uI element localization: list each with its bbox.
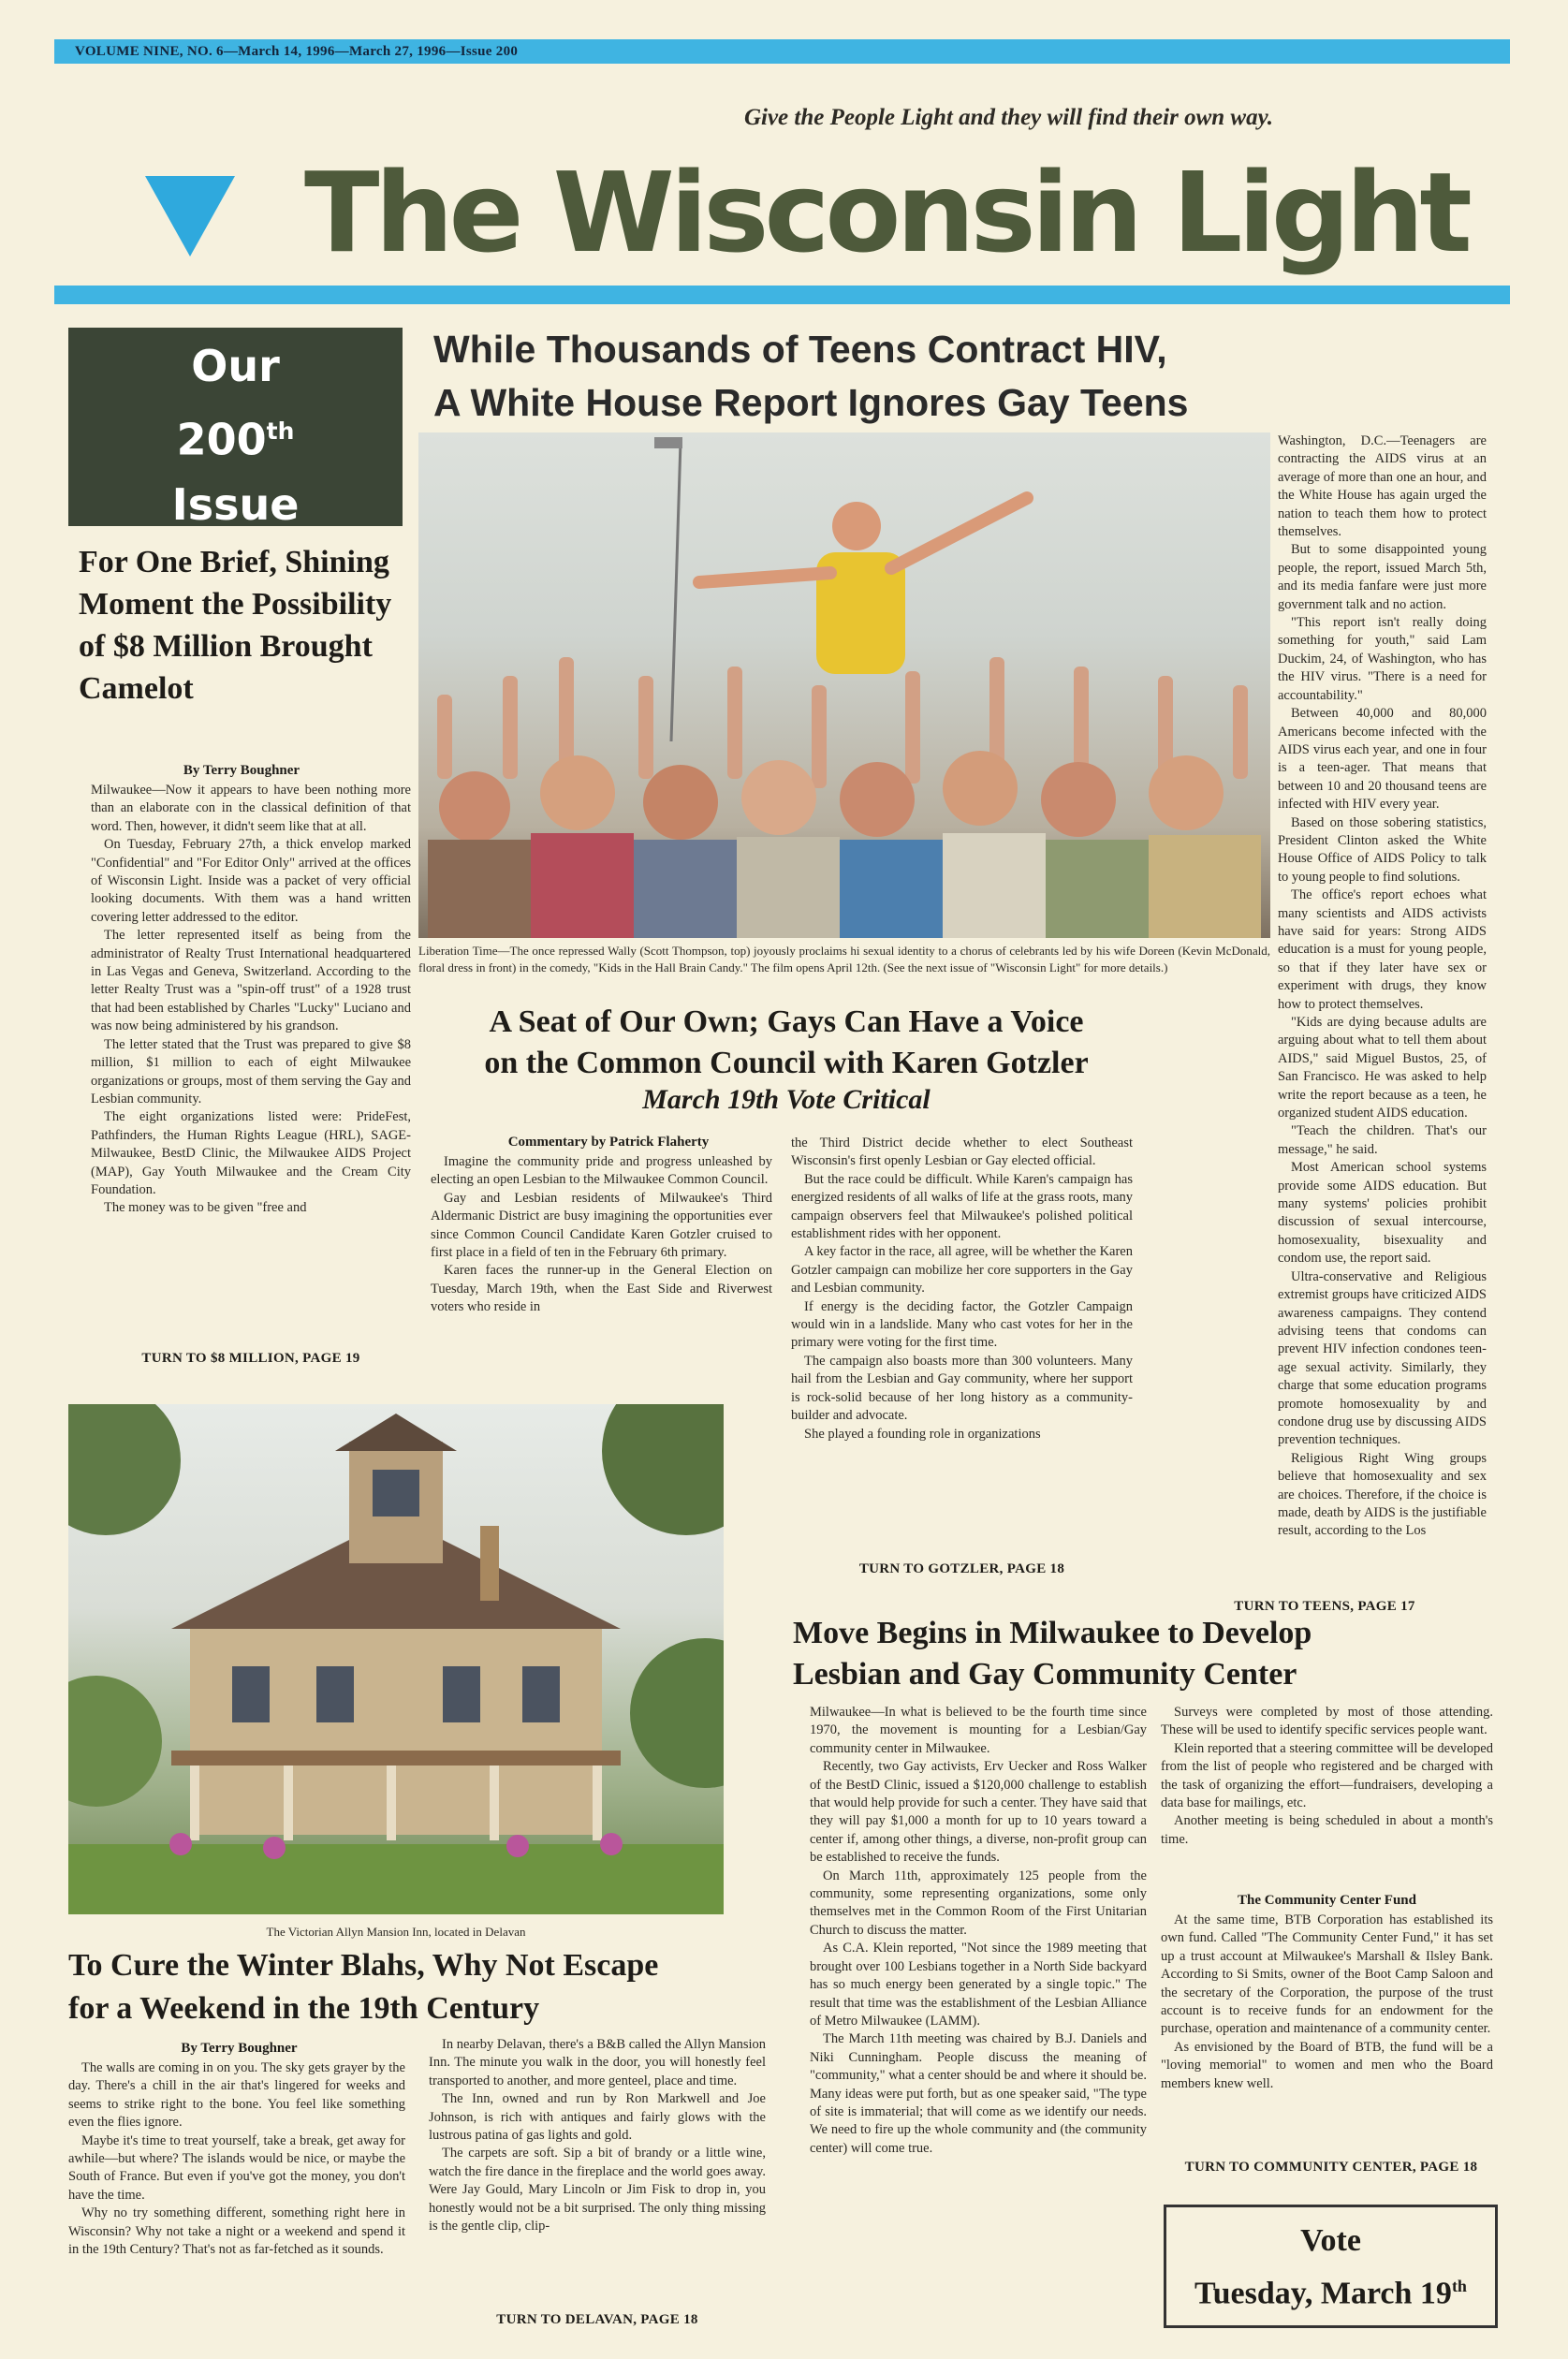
gotzler-headline: A Seat of Our Own; Gays Can Have a Voice on the Common Council with Karen Gotzler bbox=[484, 1004, 1089, 1080]
masthead-band bbox=[54, 286, 1510, 304]
center-col2b: At the same time, BTB Corporation has established its own fund. Called "The Community Center Fund," it has set up a trust account at Milwaukee's Marshall & Ilsley Bank. According to Si Smits, owner of the Boot Camp Saloon and the secretary of the Corporation, the purpose of the trust account is to receive funds for an endowment for the purchase, operation and maintenance of a community center. As envisioned by the Board of BTB, the fund will be a "loving memorial" to women and men who the Board members knew well. bbox=[1161, 1912, 1493, 2091]
gotzler-col2: the Third District decide whether to elect Southeast Wisconsin's first openly Lesbian or Gay elected official. But the race could be difficult. While Karen's campaign has energized residents of all walks of life at the grass roots, many campaign observers feel that Milwaukee's polished political establishment rides with her opponent. A key factor in the race, all agree, will be whether the Karen Gotzler campaign can mobilize her core supporters in the Gay and Lesbian community. If energy is the deciding factor, the Gotzler Campaign would win in a landslide. Many who cast votes for her in the primary were voting for the first time. The campaign also boasts more than 300 volunteers. Many hail from the Lesbian and Gay community, where her support is rock-solid because of her long history as a community-builder and advocate. She played a founding role in organizations bbox=[791, 1136, 1133, 1442]
camelot-turn: TURN TO $8 MILLION, PAGE 19 bbox=[141, 1351, 360, 1366]
celebration-photo-icon bbox=[418, 432, 1270, 938]
mansion-photo bbox=[68, 1404, 724, 1914]
vote-box bbox=[1164, 2205, 1498, 2328]
box-line2: 200th bbox=[176, 414, 295, 465]
center-col2: Surveys were completed by most of those attending. These will be used to identify specific services people want. Klein reported that a steering committee will be developed from the list of people who registered and be charged with the task of organizing the effort—fundraisers, developing a data base for mailings, etc. Another meeting is being scheduled in about a month's time. bbox=[1161, 1705, 1493, 1847]
center-turn: TURN TO COMMUNITY CENTER, PAGE 18 bbox=[1184, 2160, 1478, 2175]
delavan-headline: To Cure the Winter Blahs, Why Not Escape for a Weekend in the 19th Century bbox=[68, 1948, 659, 2026]
teens-turn: TURN TO TEENS, PAGE 17 bbox=[1234, 1599, 1415, 1614]
center-headline: Move Begins in Milwaukee to Develop Lesbian and Gay Community Center bbox=[793, 1616, 1312, 1692]
film-photo bbox=[418, 432, 1270, 938]
film-photo-caption: Liberation Time—The once repressed Wally (Scott Thompson, top) joyously proclaims hi sexual identity to a chorus of celebrants led by his wife Doreen (Kevin McDonald, floral dress in front) in the comedy, "Kids in the Hall Brain Candy." The film opens April 12th. (See the next issue of "Wisconsin Light" for more details.) bbox=[418, 944, 1270, 974]
delavan-col1: The walls are coming in on you. The sky gets grayer by the day. There's a chill in the air that's lingered for weeks and seems to strike right to the bone. You feel like something even the flies ignore. Maybe it's time to treat yourself, take a break, get away for awhile—but where? The islands would be nice, or maybe the South of France. But even if you've got the money, you don't have the time. Why no try something different, something right here in Wisconsin? Why not take a night or a weekend and spend it in the 19th Century? That's not as far-fetched as it sounds. bbox=[68, 2060, 405, 2258]
victorian-house-icon bbox=[68, 1404, 724, 1914]
triangle-logo-icon bbox=[145, 176, 235, 256]
teens-headline: While Thousands of Teens Contract HIV, A White House Report Ignores Gay Teens bbox=[433, 328, 1189, 424]
gotzler-subhead: March 19th Vote Critical bbox=[642, 1084, 931, 1115]
mansion-photo-caption: The Victorian Allyn Mansion Inn, located in Delavan bbox=[266, 1925, 526, 1939]
issue-band bbox=[54, 39, 1510, 64]
teens-body: Washington, D.C.—Teenagers are contracting the AIDS virus at an average of more than one an hour, and the White House has again urged the nation to teach them how to protect themselves. But to some disappointed young people, the report, issued March 5th, and its media fanfare were just more government talk and no action. "This report isn't really doing something for youth," said Lam Duckim, 24, of Washington, who has the HIV virus. "There is a need for accountability." Between 40,000 and 80,000 Americans become infected with the AIDS virus each year, and one in four is a teen-ager. That means that between 10 and 20 thousand teens are infected with HIV every year. Based on those sobering statistics, President Clinton asked the White House Office of AIDS Policy to talk to young people to find solutions. The office's report echoes what many scientists and AIDS activists have said for years: Strong AIDS education is a must for young people, so that if they later have sex or experiment with drugs, they know how to protect themselves. "Kids are dying because adults are arguing about what to tell them about AIDS," said Miguel Bustos, 25, of San Francisco. He was asked to help write the report because as a teen, he organized student AIDS education. "Teach the children. That's our message," he said. Most American school systems provide some AIDS education. But many systems' policies prohibit discussion of sexual intercourse, homosexuality, bisexuality and condom use, the report said. Ultra-conservative and Religious extremist groups have criticized AIDS awareness campaigns. They contend advising teens that condoms can prevent HIV infection condones teen-age sexual activity. Similarly, they charge that some education programs promote homosexuality by and condone drug use by discussing AIDS prevention techniques. Religious Right Wing groups believe that homosexuality and sex are choices. Therefore, if the choice is made, death by AIDS is the justifiable result, according to the Los bbox=[1278, 433, 1487, 1539]
delavan-col2: In nearby Delavan, there's a B&B called the Allyn Mansion Inn. The minute you walk in the door, you will honestly feel transported to another, and more genteel, place and time. The Inn, owned and run by Ron Markwell and Joe Johnson, is rich with antiques and fairly glows with the lustrous patina of gas lights and gold. The carpets are soft. Sip a bit of brandy or a little wine, watch the fire dance in the fireplace and the world goes away. Were Jay Gould, Mary Lincoln or Jim Fisk to drop in, you honestly would not be a bit surprised. The only thing missing is the gentle clip, clip- bbox=[429, 2037, 766, 2234]
camelot-headline: For One Brief, Shining Moment the Possibility of $8 Million Brought Camelot bbox=[79, 545, 392, 706]
masthead-title: The Wisconsin Light bbox=[304, 148, 1468, 277]
camelot-byline: By Terry Boughner bbox=[183, 763, 300, 778]
center-subhead: The Community Center Fund bbox=[1238, 1893, 1416, 1908]
gotzler-turn: TURN TO GOTZLER, PAGE 18 bbox=[858, 1561, 1065, 1576]
delavan-turn: TURN TO DELAVAN, PAGE 18 bbox=[496, 2312, 698, 2327]
box-line3: Issue bbox=[171, 479, 300, 531]
camelot-body: Milwaukee—Now it appears to have been nothing more than an elaborate con in the classical definition of that word. Then, however, it didn't seem like that at all. On Tuesday, February 27th, a thick envelop marked "Confidential" and "For Editor Only" arrived at the offices of Wisconsin Light. Inside was a packet of very official looking documents. With them was a hand written covering letter addressed to the editor. The letter represented itself as being from the administrator of Realty Trust International headquartered in Las Vegas and Geneva, Switzerland. According to the letter Realty Trust was a "spin-off trust" of a 1928 trust that had been established by Charles "Lucky" Luciano and was now being administered by his grandson. The letter stated that the Trust was prepared to give $8 million, $1 million to each of eight Milwaukee organizations or groups, most of them serving the Gay and Lesbian community. The eight organizations listed were: PrideFest, Pathfinders, the Human Rights League (HRL), SAGE-Milwaukee, BestD Clinic, the Milwaukee AIDS Project (MAP), Gay Youth Milwaukee and the Cream City Foundation. The money was to be given "free and bbox=[91, 783, 411, 1216]
issue-line: VOLUME NINE, NO. 6—March 14, 1996—March 27, 1996—Issue 200 bbox=[75, 44, 519, 59]
center-col1: Milwaukee—In what is believed to be the fourth time since 1970, the movement is mounting for a Lesbian/Gay community center in Milwaukee. Recently, two Gay activists, Erv Uecker and Ross Walker of the BestD Clinic, issued a $120,000 challenge to establish that would help provide for such a center. They have said that they will pay $1,000 a month for up to 10 years toward a center if, among other things, a diverse, non-profit group can be established to receive the funds. On March 11th, approximately 125 people from the community, some representing organizations, some only themselves met in the Common Room of the First Unitarian Church to discuss the matter. As C.A. Klein reported, "Not since the 1989 meeting that brought over 100 Lesbians together in a North Side backyard has so much energy been generated by a single topic." The result that time was the establishment of the Lesbian Alliance of Metro Milwaukee (LAMM). The March 11th meeting was chaired by B.J. Daniels and Niki Cunningham. People discuss the meaning of "community," what a center should be and where it should be. Many ideas were put forth, but as one speaker said, "The type of site is immaterial; that will come as we identify our needs. We need to fire up the whole community and (the community center) will come true. bbox=[810, 1705, 1147, 2156]
box-line1: Our bbox=[191, 341, 280, 391]
issue-200-box bbox=[68, 328, 403, 531]
motto: Give the People Light and they will find their own way. bbox=[743, 105, 1273, 130]
gotzler-byline: Commentary by Patrick Flaherty bbox=[507, 1135, 710, 1150]
gotzler-col1: Imagine the community pride and progress unleashed by electing an open Lesbian to the Milwaukee Common Council. Gay and Lesbian residents of Milwaukee's Third Aldermanic District are busy imagining the opportunities ever since Common Council Candidate Karen Gotzler cruised to first place in a field of ten in the February 6th primary. Karen faces the runner-up in the General Election on Tuesday, March 19th, when the East Side and Riverwest voters who reside in bbox=[431, 1154, 772, 1315]
delavan-byline: By Terry Boughner bbox=[181, 2041, 298, 2056]
vote-line2: Tuesday, March 19th bbox=[1194, 2276, 1467, 2311]
vote-line1: Vote bbox=[1300, 2223, 1361, 2258]
